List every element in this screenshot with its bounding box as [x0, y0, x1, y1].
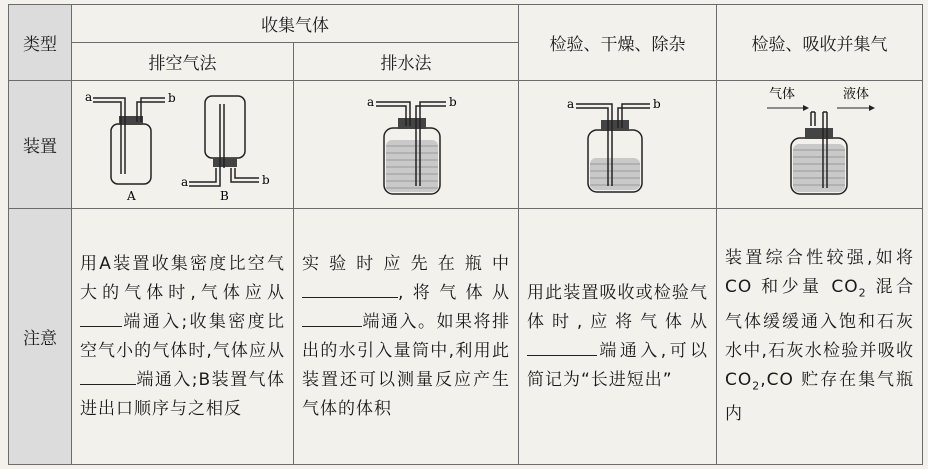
liquid-out-label: 液体 [842, 86, 869, 102]
absorb-note-part1: 装置综合性较强,如将 CO 和少量 CO [725, 248, 914, 298]
type-header: 类型 [9, 5, 72, 81]
check-device [519, 81, 717, 209]
bottle-a-port-a: a [84, 89, 92, 104]
air-note-part3: 端通入;B装置气体进出口顺序与之相反 [80, 369, 285, 419]
check-blank-1 [527, 354, 597, 356]
air-bottles-diagram [83, 86, 283, 204]
water-note-part1: 实验时应先在瓶中 [302, 253, 510, 274]
check-note-part1: 用此装置吸收或检验气体时,应将气体从 [527, 282, 708, 332]
air-method-header: 排空气法 [72, 43, 294, 81]
check-dry-purify-header: 检验、干燥、除杂 [519, 5, 717, 81]
check-note [519, 209, 717, 465]
air-blank-2 [80, 383, 136, 385]
air-note-part1: 用A装置收集密度比空气大的气体时,气体应从 [80, 253, 285, 303]
check-port-a: a [566, 96, 574, 111]
absorb-note-sub2: 2 [752, 378, 761, 392]
absorb-note-part3: ,CO 贮存在集气瓶内 [725, 369, 914, 424]
water-bottle-diagram [306, 86, 506, 204]
check-absorb-collect-header: 检验、吸收并集气 [717, 5, 923, 81]
bottle-b [181, 96, 270, 203]
water-note-part2: ,将气体从 [398, 282, 510, 303]
gas-device-table [8, 4, 923, 465]
bottle-b-port-b: b [261, 172, 270, 187]
check-port-b: b [652, 96, 661, 111]
water-blank-1 [302, 296, 398, 298]
bottle-b-port-a: a [180, 174, 188, 189]
bottle-a [85, 90, 176, 203]
absorb-device [717, 81, 923, 209]
notes-row-label: 注意 [9, 209, 72, 465]
check-note-part2: 端通入,可以简记为“长进短出” [527, 340, 708, 390]
water-port-a: a [367, 94, 375, 109]
bottle-a-label: A [126, 188, 136, 203]
water-note-part3: 端通入。如果将排出的水引入量筒中,利用此装置还可以测量反应产生气体的体积 [302, 311, 510, 419]
absorb-note-part2: 混合气体缓缓通入饱和石灰水中,石灰水检验并吸收 CO [725, 277, 914, 390]
absorb-note-sub1: 2 [858, 286, 867, 300]
water-port-b: b [449, 94, 457, 109]
air-note-part2: 端通入;收集密度比空气小的气体时,气体应从 [80, 311, 285, 361]
air-method-note [72, 209, 294, 465]
device-row-label: 装置 [9, 81, 72, 209]
water-blank-2 [302, 325, 362, 327]
water-method-header: 排水法 [294, 43, 519, 81]
check-bottle-diagram [528, 86, 708, 204]
water-method-note [294, 209, 519, 465]
air-method-devices [72, 81, 294, 209]
air-blank-1 [80, 325, 122, 327]
collect-gas-header: 收集气体 [72, 5, 519, 43]
absorb-note [717, 209, 923, 465]
water-method-device [294, 81, 519, 209]
bottle-a-port-b: b [167, 90, 176, 105]
absorb-bottle-diagram [725, 86, 915, 204]
gas-in-label: 气体 [768, 86, 795, 102]
bottle-b-label: B [219, 188, 229, 203]
